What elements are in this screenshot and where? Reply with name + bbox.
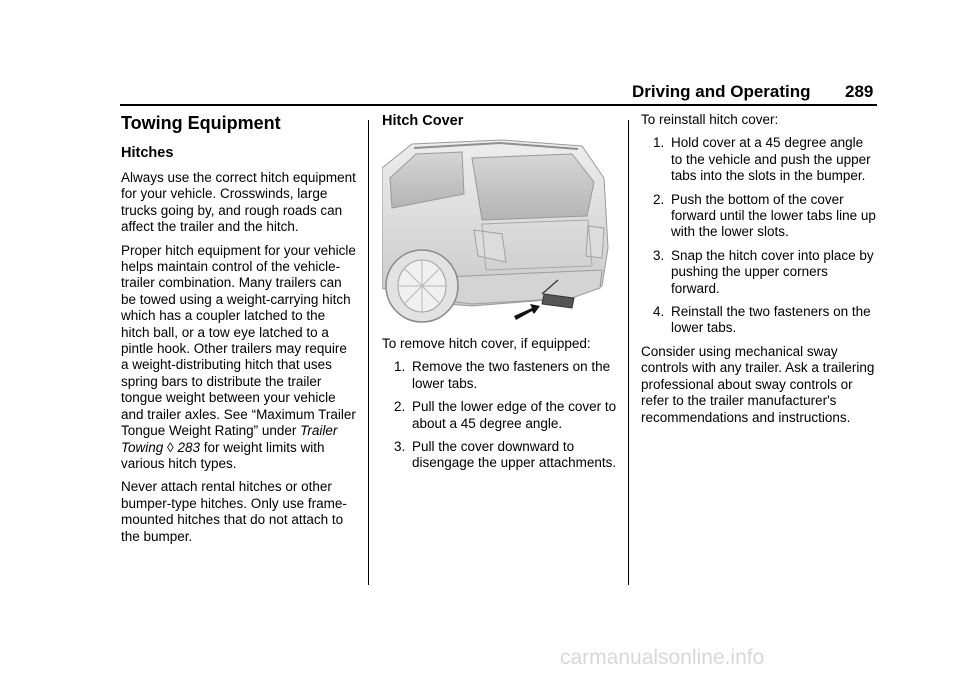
list-item bbox=[382, 399, 618, 432]
step-number: 3. bbox=[653, 247, 665, 263]
column-divider-2 bbox=[628, 120, 629, 585]
watermark: carmanualsonline.info bbox=[560, 646, 765, 669]
step-text: Remove the two fasteners on the lower tabs. bbox=[412, 359, 611, 391]
paragraph-sway-controls: Consider using mechanical sway controls with any trailer. Ask a trailering professional about sway controls or refer to the trailer manufacturer's recommendations and instructions. bbox=[641, 343, 875, 425]
list-item bbox=[641, 304, 877, 337]
vehicle-rear-illustration bbox=[382, 138, 610, 324]
page-ref-icon: ◊ bbox=[167, 439, 174, 455]
header-rule bbox=[120, 104, 877, 106]
heading-hitch-cover: Hitch Cover bbox=[382, 113, 464, 129]
heading-towing-equipment: Towing Equipment bbox=[121, 113, 281, 133]
step-text: Pull the cover downward to disengage the upper attachments. bbox=[412, 439, 617, 471]
step-number: 2. bbox=[394, 399, 406, 415]
list-item bbox=[382, 439, 618, 472]
step-text: Push the bottom of the cover forward until the lower tabs line up with the lower slots. bbox=[671, 191, 876, 240]
step-text: Reinstall the two fasteners on the lower tabs. bbox=[671, 304, 871, 336]
step-text: Hold cover at a 45 degree angle to the vehicle and push the upper tabs into the slots in the bumper. bbox=[671, 135, 871, 184]
list-item bbox=[641, 135, 877, 184]
paragraph-text: Proper hitch equipment for your vehicle helps maintain control of the vehicle-trailer combination. Many trailers can be towed using a weight-carrying hitch which has a coupler latched to the hitch ball, or a tow eye latched to a pintle hook. Other trailers may require a weight-distributing hitch that uses spring bars to distribute the trailer tongue weight between your vehicle and trailer axles. See “Maximum Trailer Tongue Weight Rating” under bbox=[121, 242, 356, 439]
paragraph-correct-hitch: Always use the correct hitch equipment for your vehicle. Crosswinds, large trucks going by, and rough roads can affect the trailer and the hitch. bbox=[121, 170, 356, 235]
paragraph-proper-hitch bbox=[121, 243, 357, 473]
paragraph-rental-hitches: Never attach rental hitches or other bumper-type hitches. Only use frame-mounted hitches that do not attach to the bumper. bbox=[121, 479, 347, 544]
step-number: 1. bbox=[653, 135, 665, 151]
step-number: 4. bbox=[653, 304, 665, 320]
list-item bbox=[382, 359, 618, 392]
page-ref-number[interactable]: 283 bbox=[177, 439, 201, 455]
remove-steps-list bbox=[382, 359, 618, 471]
trailer-towing-link[interactable]: Trailer Towing bbox=[121, 423, 338, 455]
remove-intro: To remove hitch cover, if equipped: bbox=[382, 336, 591, 351]
step-number: 3. bbox=[394, 439, 406, 455]
step-number: 1. bbox=[394, 359, 406, 375]
list-item bbox=[641, 248, 877, 297]
step-text: Snap the hitch cover into place by pushing the upper corners forward. bbox=[671, 247, 874, 296]
column-2 bbox=[382, 112, 618, 479]
step-number: 2. bbox=[653, 191, 665, 207]
column-divider-1 bbox=[368, 120, 369, 585]
page-number: 289 bbox=[845, 82, 874, 101]
column-3 bbox=[641, 112, 877, 433]
reinstall-steps-list bbox=[641, 135, 877, 336]
subheading-hitches: Hitches bbox=[121, 145, 174, 161]
column-1 bbox=[121, 112, 357, 552]
section-title: Driving and Operating bbox=[632, 82, 811, 101]
step-text: Pull the lower edge of the cover to about a 45 degree angle. bbox=[412, 399, 617, 431]
reinstall-intro: To reinstall hitch cover: bbox=[641, 112, 779, 127]
list-item bbox=[641, 192, 877, 241]
paragraph-text-end: for weight limits with various hitch types. bbox=[121, 439, 325, 471]
